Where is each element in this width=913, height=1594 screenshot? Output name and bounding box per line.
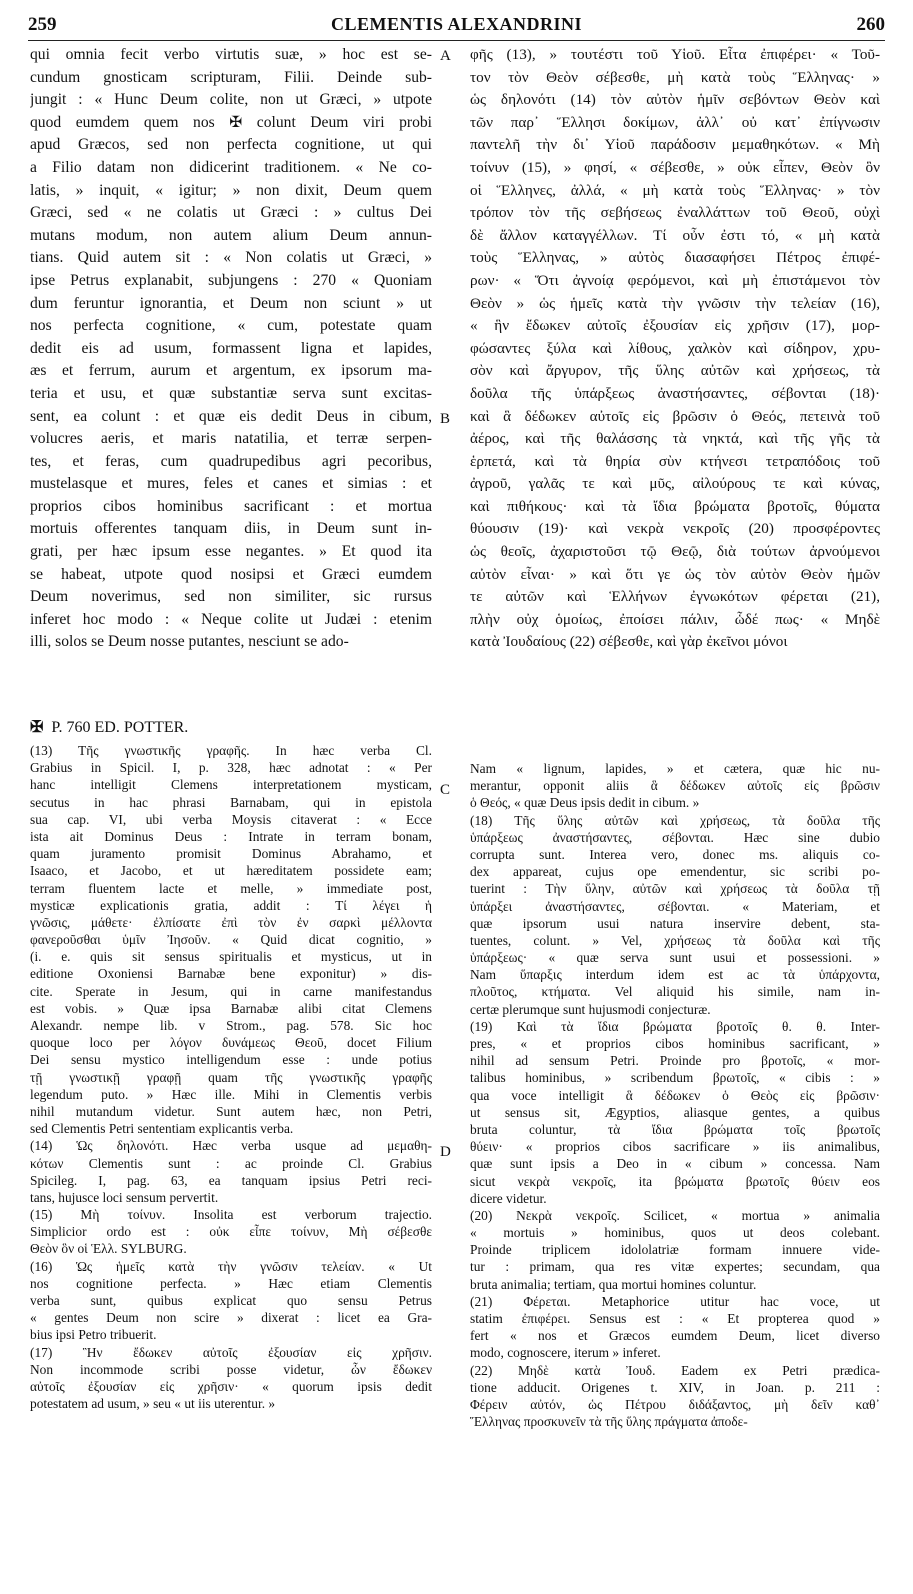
text-line: dum feruntur ignorantia, et Deum non sciunt » ut (30, 294, 432, 312)
footnote-line: ὑπάρξεως· « quæ serva sunt usui et possessioni. » (470, 950, 880, 966)
footnote-line: modo, cognoscere, iterum » inferet. (470, 1345, 661, 1361)
footnote-line: hanc intelligit Clemens interpretationem mysticam, (30, 777, 432, 793)
footnote-line: certæ plerumque sunt hujusmodi conjecturæ. (470, 1001, 711, 1017)
footnote-line: nihil ad sensum Petri. Proinde pro βροτοῖς, « mor- (470, 1053, 880, 1069)
page-header (28, 14, 885, 41)
footnote-line: pres, « et proprios cibos hominibus sacrificant, » (470, 1036, 880, 1051)
text-line: ἑρπετά, καὶ τὰ θηρία σὺν κτήνεσι τετραπόδοις τοῦ (470, 452, 880, 470)
text-line: proprios cibos hominibus sacrificant : et mortua (30, 497, 432, 515)
text-line: teria et usu, et quæ substantiæ serva sunt excitas- (30, 384, 432, 402)
footnote-line: tione adducit. Origenes t. XIV, in Joan. p. 211 : (470, 1379, 880, 1395)
text-line: dedit eis ad usum, formassent ligna et lapides, (30, 339, 432, 357)
footnote-line: (13) Τῆς γνωστικῆς γραφῆς. In hæc verba Cl. (30, 743, 432, 758)
footnote-line: Grabius in Spicil. I, p. 328, hæc adnotat : « Per (30, 760, 432, 776)
footnote-line: (22) Μηδὲ κατὰ Ἰουδ. Eadem ex Petri prædica- (470, 1362, 880, 1378)
footnote-line: κότων Clementis sunt : ac proinde Cl. Grabius (30, 1155, 432, 1171)
text-line: æs et ferrum, aurum et argentum, ex ipsorum ma- (30, 362, 432, 380)
text-line: ὡς θεοῖς, ἀχαριστοῦσι τῷ Θεῷ, διὰ τούτων ἀρνούμενοι (470, 543, 880, 561)
footnote-line: Ἕλληνας προσκυνεῖν τὰ τῆς ὕλης πράγματα ἀποδε- (470, 1414, 748, 1430)
page-number-left: 259 (28, 14, 57, 35)
footnote-line: cite. Sperate in Jesum, qui in carne manifestandus (30, 983, 432, 999)
text-line: illi, solos se Deum nosse putantes, nesciunt se ado- (30, 633, 349, 651)
text-line: ἀέρος, καὶ τῆς θαλάσσης τὰ νηκτά, καὶ τῆς γῆς τὰ (470, 430, 880, 448)
text-line: mustelasque et mures, feles et canes et simias : et (30, 475, 432, 493)
footnote-line: tans, hujusce loci sensum pervertit. (30, 1189, 219, 1205)
margin-letter-c: C (440, 782, 451, 798)
footnote-line: quam juramento promisit Dominus Abrahamo, et (30, 846, 432, 862)
footnote-line: potestatem ad usum, » seu « ut iis uterentur. » (30, 1396, 276, 1412)
text-line: τρόπον τὸν τῆς σεβήσεως ἐναλλάττων τοῦ Θεοῦ, οὐχὶ (470, 204, 880, 222)
footnote-line: quæ sunt ipsis a Deo in « cibum » concessa. Nam (470, 1156, 880, 1172)
footnote-line: nos cognitione perfecta. » Hæc etiam Clementis (30, 1275, 432, 1291)
footnote-line: bruta coluntur, τὰ ἴδια βρώματα τοῖς βρωτοῖς (470, 1121, 880, 1137)
footnote-line: (21) Φέρεται. Metaphorice utitur hac voce, ut (470, 1293, 880, 1309)
text-line: τε αὐτῶν καὶ Ἑλλήνων ἐγνωκότων φέρεται (21), (470, 588, 880, 606)
text-line: qui omnia fecit verbo virtutis suæ, » hoc est se- (30, 46, 432, 63)
text-line: σὸν καὶ ἄργυρον, τῆς ὕλης αὐτῶν καὶ χρήσεως, τὰ (470, 362, 880, 380)
footnote-line: (20) Νεκρὰ νεκροῖς. Scilicet, « mortua » animalia (470, 1207, 880, 1223)
footnote-line: αὐτοῖς ἐξουσίαν εἰς χρῆσιν· « quorum ipsis dedit (30, 1378, 432, 1394)
text-line: Θεὸν » ὡς ἡμεῖς κατὰ τὴν γνῶσιν τὴν τελείαν (16), (470, 294, 880, 312)
text-line: volucres aeris, et maris natatilia, et terræ serpen- (30, 430, 432, 448)
footnote-line: Alexandr. nempe lib. v Strom., pag. 578. Sic hoc (30, 1018, 432, 1033)
footnote-line: (i. e. quis sit sensus spiritualis et mysticus, ut in (30, 949, 432, 965)
margin-letter-a: A (440, 48, 451, 64)
footnote-line: (16) Ὡς ἡμεῖς κατὰ τὴν γνῶσιν τελείαν. « Ut (30, 1258, 432, 1274)
footnote-line: tuentes, colunt. » Vel, χρήσεως τὰ δοῦλα καὶ τῆς (470, 932, 880, 948)
footnote-line: tuerint : Τὴν ὕλην, αὐτῶν καὶ χρήσεως τὰ δοῦλα τῇ (470, 881, 880, 897)
footnote-line: « mortuis » hominibus, quos ut deos colebant. (470, 1225, 880, 1241)
text-line: latis, » inquit, « igitur; » non dixit, Deum quem (30, 181, 432, 199)
running-title: CLEMENTIS ALEXANDRINI (330, 14, 583, 34)
footnote-line: mysticæ explicationis gratia, addit : Τί λέγει ἡ (30, 897, 432, 913)
text-line: φώσαντες ξύλα καὶ λίθους, χαλκὸν καὶ σίδηρον, χρυ- (470, 339, 880, 357)
footnote-line: bius ipsi Petro tribuerit. (30, 1327, 157, 1343)
footnote-line: « gentes Deum non scire » dixerat : licet ea Gra- (30, 1310, 432, 1326)
footnote-line: editione Oxoniensi Barnabæ bene exponitur) » dis- (30, 966, 432, 982)
text-line: se habeat, utpote quod nosipsi et Græci eumdem (30, 565, 432, 583)
footnote-line: ὑπάρξει ἀναστήσαντες, σέβονται. « Materiam, et (470, 898, 880, 914)
footnote-line: ut sensus sit, Ægyptios, aliasque gentes, a quibus (470, 1104, 880, 1120)
footnote-line: secutus in hac phrasi Barnabam, qui in epistola (30, 794, 432, 810)
footnote-line: (19) Καὶ τὰ ἴδια βρώματα βροτοῖς θ. θ. Inter- (470, 1018, 880, 1034)
footnote-line: (14) Ὡς δηλονότι. Hæc verba usque ad μεμαθη- (30, 1138, 432, 1154)
footnote-line: corrupta sunt. Interea vero, donec ms. aliquis co- (470, 846, 880, 862)
footnote-line: fert « nos et Græcos eumdem Deum, licet diverso (470, 1328, 880, 1344)
footnote-line: est vobis. » Quæ ipsa Barnabæ alibi citat Clemens (30, 1000, 432, 1016)
text-line: παντελῆ τὴν δι᾽ Υἱοῦ παράδοσιν μεμαθηκότων. « Μὴ (470, 136, 880, 154)
main-text-greek (470, 44, 880, 654)
text-line: quod eumdem quem nos ✠ colunt Deum viri probi (30, 113, 432, 131)
footnote-line: legendum puto. » Hæc ille. Mihi in Clementis verbis (30, 1086, 432, 1102)
footnote-line: dicere videtur. (470, 1190, 547, 1206)
page-number-right: 260 (856, 14, 885, 35)
text-line: αὐτὸν εἶναι· » καὶ ὅτι γε ὡς τὸν αὐτὸν Θεὸν ἡμῶν (470, 565, 880, 583)
text-line: grati, per hæc ipsum esse negantes. » Et quod ita (30, 543, 432, 561)
text-line: « ἣν ἔδωκεν αὐτοῖς ἐξουσίαν εἰς χρῆσιν (17), μορ- (470, 317, 880, 335)
cross-reference-text: P. 760 ED. POTTER. (51, 719, 189, 736)
footnote-line: (17) Ἣν ἔδωκεν αὐτοῖς ἐξουσίαν εἰς χρῆσιν. (30, 1344, 432, 1360)
main-text-latin (30, 44, 432, 654)
footnote-line: merantur, opponit aliis ἃ δέδωκεν αὐτοῖς εἰς βρῶσιν (470, 778, 880, 794)
text-line: ipse Petrus explanabit, subjungens : 270 « Quoniam (30, 271, 432, 289)
text-line: ρων· « Ὅτι ἀγνοίᾳ φερόμενοι, καὶ μὴ ἐπιστάμενοι τὸν (470, 271, 880, 289)
footnote-line: bruta animalia; tertiam, qua mortui homines coluntur. (470, 1276, 757, 1292)
cross-reference (30, 717, 188, 737)
text-line: οἱ Ἕλληνες, ἀλλά, « μὴ κατὰ τοὺς Ἕλληνας· » τὸν (470, 181, 880, 199)
text-line: inferet hoc modo : « Neque colite ut Judæi : etenim (30, 610, 432, 628)
footnote-line: Proinde triplicem idololatriæ formam innuere vide- (470, 1242, 880, 1258)
footnotes-right (470, 760, 880, 1430)
footnote-line: terram fluentem lacte et melle, » immediate post, (30, 880, 432, 896)
footnote-line: ὑπάρξεως ἀναστήσαντες, σέβονται. Hæc sine dubio (470, 829, 880, 845)
text-line: τῶν παρ᾽ Ἕλλησι δοκίμων, ἀλλ᾽ οὐ κατ᾽ ἐπίγνωσιν (470, 113, 880, 131)
text-line: Græci, sed « ne colatis ut Græci : » cultus Dei (30, 204, 432, 222)
footnote-line: sed Clementis Petri sententiam explicantis verba. (30, 1121, 294, 1137)
text-line: κατὰ Ἰουδαίους (22) σέβεσθε, καὶ γὰρ ἐκεῖνοι μόνοι (470, 633, 788, 651)
text-line: mortuis offerentes tanquam diis, in Deum sunt in- (30, 520, 432, 538)
footnote-line: Simplicior ordo est : οὐκ εἶπε τοίνυν, Μὴ σέβεσθε (30, 1224, 432, 1240)
text-line: jungit : « Hunc Deum colite, non ut Græci, » utpote (30, 91, 432, 109)
footnote-line: Isaaco, et Jacobo, et ut hæreditatem possidete eam; (30, 863, 432, 879)
footnote-line: τῇ γνωστικῇ γραφῇ quam τῆς γνωστικῆς γραφῆς (30, 1069, 432, 1085)
margin-letter-d: D (440, 1144, 451, 1160)
footnote-line: Φέρειν αὐτόν, ὡς Πέτρου διδάξαντος, μὴ δεῖν καθ᾽ (470, 1396, 880, 1412)
text-line: apud Græcos, sed non perfecta cognitione, ut qui (30, 136, 432, 154)
footnote-line: quæ ipsorum usui natura inservire debent, sta- (470, 915, 880, 931)
text-line: tes, et feras, cum quadrupedibus agri pecoribus, (30, 452, 432, 470)
footnote-line: Θεὸν ὃν οἱ Ἑλλ. SYLBURG. (30, 1241, 187, 1257)
text-line: τον τὸν Θεὸν σέβεσθε, μὴ κατὰ τοὺς Ἕλληνας· » (470, 68, 880, 86)
footnote-line: γνῶσις, μάθετε· ἐλπίσατε ἐπὶ τὸν ἐν σαρκὶ μέλλοντα (30, 914, 432, 930)
text-line: mutans modum, non autem alium Deum annun- (30, 226, 432, 244)
footnote-line: tur : primam, qua res vitæ expertes; secundam, qua (470, 1259, 880, 1275)
footnote-line: sicut νεκρὰ νεκροῖς, ita βρώματα βρωτοῖς θύειν eos (470, 1173, 880, 1189)
footnote-line: statim ἐπιφέρει. Sensus est : « Et propterea quod » (470, 1311, 880, 1326)
text-line: δοῦλα τῆς ὑπάρξεως ἀναστήσαντες, σέβονται (18)· (470, 384, 880, 402)
footnote-line: (18) Τῆς ὕλης αὐτῶν καὶ χρήσεως, τὰ δοῦλα τῆς (470, 812, 880, 828)
text-line: δὲ ἄλλον καταγγέλλων. Τί οὖν ἐστι τό, « μὴ κατὰ (470, 226, 880, 244)
text-line: a Filio datam non didicerint traditionem. « Ne co- (30, 158, 432, 176)
text-line: tians. Quid autem sit : « Non colatis ut Græci, » (30, 249, 432, 267)
footnote-line: talibus hominibus, » scribendum βρωτοῖς, « cibis : » (470, 1070, 880, 1086)
margin-letter-b: B (440, 411, 451, 427)
footnote-line: ista ait Dominus Deus : Intrate in terram bonam, (30, 828, 432, 844)
text-line: nos perfecta cognitione, « cum, potestate quam (30, 317, 432, 335)
footnote-line: Spicileg. I, pag. 63, ea tanquam ipsius Petri reci- (30, 1172, 432, 1188)
footnote-line: Nam ὕπαρξις interdum idem est ac τὰ ὑπάρχοντα, (470, 967, 880, 983)
footnote-line: πλοῦτος, κτήματα. Vel aliquid his simile, nam in- (470, 984, 880, 1000)
footnotes-left (30, 742, 432, 1412)
footnote-line: Nam « lignum, lapides, » et cætera, quæ hic nu- (470, 761, 880, 776)
text-line: φῆς (13), » τουτέστι τοῦ Υἱοῦ. Εἶτα ἐπιφέρει· « Τοῦ- (470, 46, 880, 63)
text-line: Deum noverimus, sed non similiter, sic rursus (30, 588, 432, 606)
footnote-line: Dei sensu mystico intelligendum esse : unde potius (30, 1052, 432, 1068)
footnote-line: φανεροῦσθαι ὑμῖν Ἰησοῦν. « Quid dicat cognitio, » (30, 932, 432, 948)
text-line: τοὺς Ἕλληνας, » αὐτὸς διασαφήσει Πέτρος ἐπιφέ- (470, 249, 880, 267)
text-line: ἀγροῦ, γαλᾶς τε καὶ μῦς, αἰλούρους τε καὶ κύνας, (470, 475, 880, 493)
text-line: πλὴν οὐχ ὁμοίως, ἐποίσει πάλιν, ὧδέ πως· « Μηδὲ (470, 610, 880, 628)
footnote-line: nihil mutandum videtur. Sunt autem hæc, non Petri, (30, 1103, 432, 1119)
footnote-line: θύειν· « proprios cibos sacrificare » iis animalibus, (470, 1139, 880, 1155)
text-line: καὶ ἃ δέδωκεν αὐτοῖς εἰς βρῶσιν ὁ Θεός, πετεινὰ τοῦ (470, 407, 880, 425)
text-line: cundum gnosticam scripturam, Filii. Deinde sub- (30, 68, 432, 86)
footnote-line: qua voce intelligit ἃ δέδωκεν ὁ Θεὸς εἰς βρῶσιν· (470, 1087, 880, 1103)
text-line: ὡς δηλονότι (14) τὸν αὐτὸν ἡμῖν σεβόντων Θεὸν καὶ (470, 91, 880, 109)
text-line: θύουσιν (19)· καὶ νεκρὰ νεκροῖς (20) προσφέροντες (470, 520, 880, 538)
footnote-line: dex appareat, cujus ope emendentur, sic scribi po- (470, 864, 880, 880)
footnote-line: ὁ Θεός, « quæ Deus ipsis dedit in cibum. » (470, 795, 700, 811)
footnote-line: sua cap. VI, ubi verba Moysis citaverat : « Ecce (30, 811, 432, 827)
text-line: sent, ea colunt : et quæ eis dedit Deus in cibum, (30, 407, 432, 425)
text-line: καὶ πιθήκους· καὶ τὰ ἴδια βρώματα βροτοῖς, θύματα (470, 497, 880, 515)
text-line: τοίνυν (15), » φησί, « σέβεσθε, » οὐκ εἶπεν, Θεὸν ὃν (470, 158, 880, 176)
footnote-line: (15) Μὴ τοίνυν. Insolita est verborum trajectio. (30, 1207, 432, 1223)
footnote-line: Non incommode scribi posse videtur, ὧν ἔδωκεν (30, 1361, 432, 1377)
footnote-line: verba sunt, quibus explicat quo sensu Petrus (30, 1293, 432, 1308)
cross-icon: ✠ (30, 719, 44, 736)
footnote-line: quoque loco per λόγον δυνάμεως Θεοῦ, docet Filium (30, 1035, 432, 1051)
